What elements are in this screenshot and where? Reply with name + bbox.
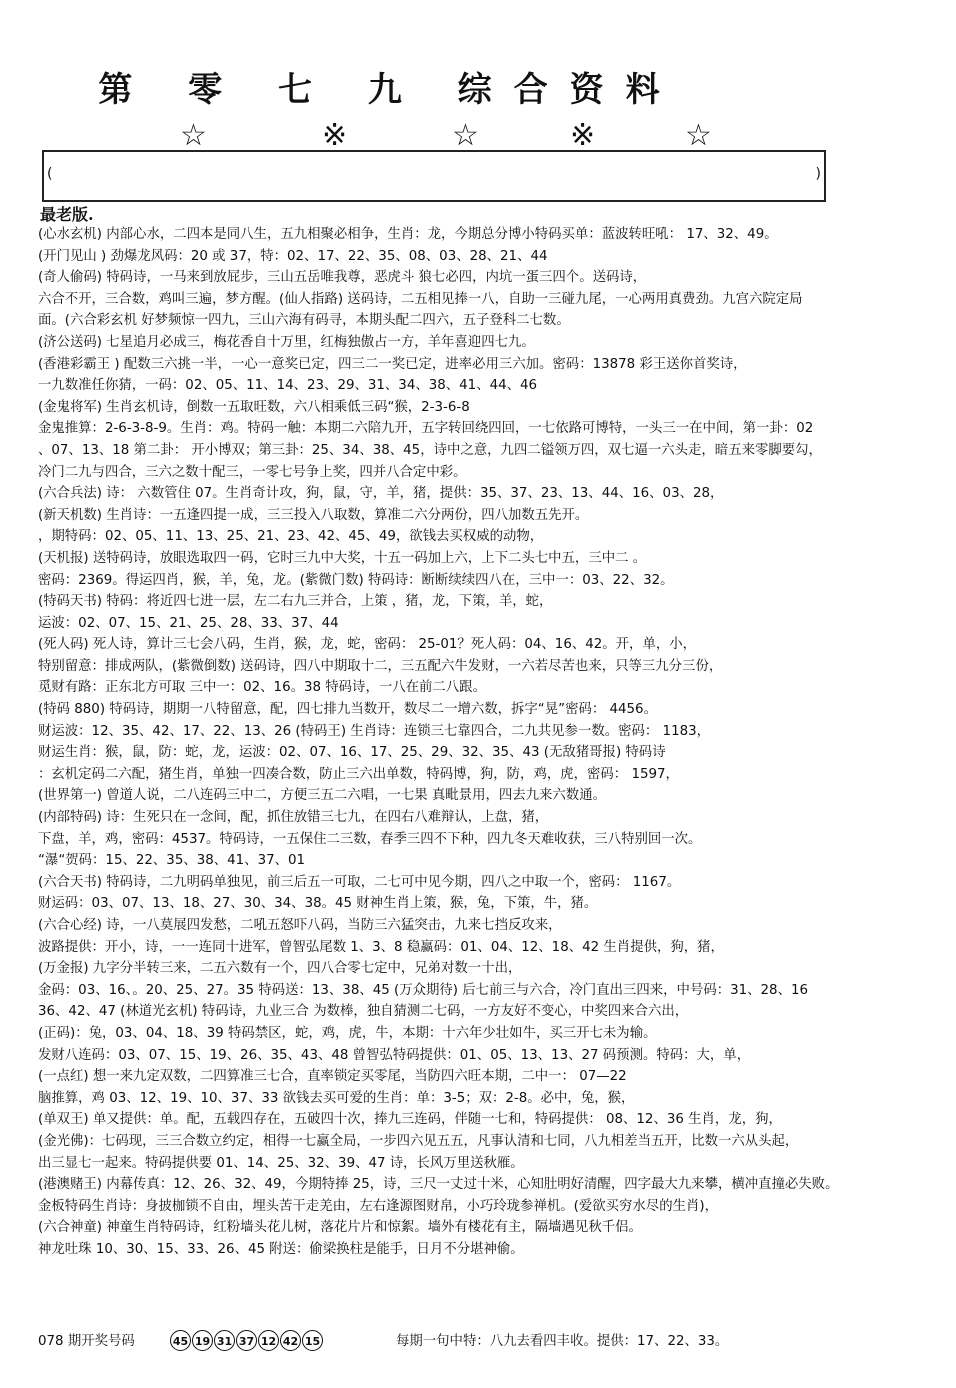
edition-label: 最老版. — [40, 205, 94, 224]
footer — [38, 1330, 918, 1354]
text-line: (香港彩霸王 ) 配数三六挑一半，一心一意奖已定，四三二一奖已定，进率必用三六加。密码：13878 彩王送你首奖诗， — [38, 356, 747, 372]
text-line: (六合天书) 特码诗，二九明码单独见，前三后五一可取，二七可中见今期，四八之中取一个，密码： 1167。 — [38, 874, 681, 890]
text-line: 金鬼推算：2-6-3-8-9。生肖：鸡。特码一触：本期二六陪九开，五字转回绕四回，一七依路可博特，一头三一在中间，第一卦：02 — [38, 421, 814, 437]
text-line: 36、42、47 (林道光玄机) 特码诗，九业三合 为数棒，独自猜测二七码，一方友好不变心，中奖四来合六出， — [38, 1004, 689, 1020]
number-ball: 45 — [170, 1330, 191, 1351]
text-line: 六合不开，三合数，鸡叫三遍，梦方醒。(仙人指路) 送码诗，二五相见捧一八，自助一三碰九尾，一心两用真费劲。九宫六院定局 — [38, 291, 803, 307]
text-line: (济公送码) 七星追月必成三，梅花香自十万里，红梅独傲占一方，羊年喜迎四七九。 — [38, 334, 535, 350]
text-line: (新天机数) 生肖诗：一五逢四提一成，三三投入八取数，算准二六分两份，四八加数五先开。 — [38, 507, 589, 523]
text-line: (死人码) 死人诗，算计三七会八码，生肖，猴，龙，蛇，密码： 25-01？死人码：04、16、42。开，单，小， — [38, 637, 697, 653]
number-ball: 31 — [214, 1330, 235, 1351]
text-line: (六合心经) 诗，一八莫展四发愁，二吼五怒吓八码，当防三六猛突击，九来七挡反攻来， — [38, 918, 562, 933]
text-line: (世界第一) 曾道人说，二八连码三中二，方便三五二六唱，一七果 真毗景用，四去九来六数通。 — [38, 788, 606, 804]
star-icon: ☆ — [685, 118, 712, 153]
weekly-tip: 每期一句中特：八九去看四丰收。提供：17、22、33。 — [396, 1334, 729, 1349]
text-line: (特码 880) 特码诗，期期一八特留意，配，四七排九当数开，数尽二一增六数，拆字“晃”密码： 4456。 — [38, 702, 657, 718]
text-line: (港澳赌王) 内幕传真：12、26、32、49，今期特捧 25，诗，三尺一丈过十米，心知肚明好清醒，四字最大九来攀，横冲直撞必失败。 — [38, 1177, 839, 1193]
number-ball: 42 — [280, 1330, 301, 1351]
text-line: 波路提供：开小，诗，一一连同十进军，曾智弘尾数 1、3、8 稳赢码：01、04、12、18、42 生肖提供，狗，猪， — [38, 939, 724, 955]
text-line: 发财八连码：03、07、15、19、26、35、43、48 曾智弘特码提供：01、05、13、13、27 码预测。特码：大，单， — [38, 1047, 751, 1063]
text-line: 财运波：12、35、42、17、22、13、26 (特码王) 生肖诗：连锁三七靠四合，二九共见参一数。密码： 1183， — [38, 723, 711, 739]
text-line: ，期特码：02、05、11、13、25、21、23、42、45、49，欲钱去买权威的动物， — [38, 529, 544, 545]
number-ball: 37 — [236, 1330, 257, 1351]
banner-close-mark: ) — [815, 166, 821, 182]
text-line: (天机报) 送特码诗，放眼选取四一码，它时三九中大奖，十五一码加上六，上下二头七中五，三中二 。 — [38, 550, 647, 566]
text-line: (奇人偷码) 特码诗，一马来到放屁步，三山五岳唯我尊，恶虎斗 狼七必四，内坑一蛋三四个。送码诗， — [38, 270, 647, 286]
text-line: 财运码：03、07、13、18、27、30、34、38。45 财神生肖上策，猴，兔，下策，牛，猪。 — [38, 896, 598, 912]
draw-label: 078 期开奖号码 — [38, 1334, 135, 1349]
text-line: 冷门二九与四合，三六之数十配三，一零七号争上奖，四并八合定中彩。 — [38, 464, 467, 480]
reference-mark-icon: ※ — [570, 118, 596, 153]
text-line: 一九数准任你猜，一码：02、05、11、14、23、29、31、34、38、41、44、46 — [38, 378, 538, 394]
text-line: ：玄机定码二六配，猪生肖，单独一四凑合数，防止三六出单数，特码博，狗，防，鸡，虎，密码： 1597， — [38, 766, 679, 782]
star-icon: ☆ — [452, 118, 479, 153]
text-line: (六合兵法) 诗： 六数管住 07。生肖奇计攻，狗，鼠，守，羊，猪，提供：35、37、23、13、44、16、03、28， — [38, 486, 724, 502]
text-line: 下盘，羊，鸡，密码：4537。特码诗，一五保住二三数，春季三四不下种，四九冬天难收获，三八特别回一次。 — [38, 831, 702, 847]
text-line: 觅财有路：正东北方可取 三中一：02、16。38 特码诗，一八在前二八跟。 — [38, 680, 486, 696]
banner-box — [42, 150, 826, 202]
text-line: (金光佛)：七码现，三三合数立约定，相得一七赢全局，一步四六见五五，凡事认清和七同，八九相差当五开，比数一六从头起， — [38, 1133, 799, 1149]
article-body — [38, 224, 928, 1261]
text-line: 密码：2369。得运四肖，猴，羊，兔，龙。(紫微门数) 特码诗：断断续续四八在，三中一：03、22、32。 — [38, 572, 674, 588]
text-line: 运波：02、07、15、21、25、28、33、37、44 — [38, 615, 339, 631]
page-title: 第 零 七 九 综合资料 — [98, 70, 682, 110]
text-line: (心水玄机) 内部心水，二四本是同八生，五九相聚必相争，生肖：龙，今期总分博小特码买单：蓝波转旺吼： 17、32、49。 — [38, 227, 778, 242]
star-icon: ☆ — [180, 118, 207, 153]
text-line: 特别留意：排成两队，(紫微倒数) 送码诗，四八中期取十二，三五配六牛发财，一六若尽苦也来，只等三九分三份， — [38, 658, 723, 674]
text-line: 面。(六合彩玄机 好梦频惊一四九，三山六海有码寻，本期头配二四六，五子登科二七数。 — [38, 313, 570, 329]
banner-open-mark: ( — [47, 166, 53, 182]
text-line: 财运生肖：猴，鼠，防：蛇，龙，运波：02、07、16、17、25、29、32、35、43 (无敌猪哥报) 特码诗 — [38, 745, 666, 761]
text-line: (正码)：兔，03、04、18、39 特码禁区，蛇，鸡，虎，牛，本期：十六年少壮如牛，买三开七未为输。 — [38, 1025, 657, 1041]
number-ball: 12 — [258, 1330, 279, 1351]
text-line: (开门见山 ) 劲爆龙风码：20 或 37，特：02、17、22、35、08、03、28、21、44 — [38, 248, 548, 264]
text-line: “瀑“贺码：15、22、35、38、41、37、01 — [38, 853, 306, 869]
text-line: 金码：03、16、。20、25、27。35 特码送：13、38、45 (万众期待) 后七前三与六合，冷门直出三四来，中号码：31、28、16 — [38, 982, 808, 998]
number-ball: 15 — [302, 1330, 323, 1351]
text-line: 金板特码生肖诗：身披枷锁不自由，埋头苦干走羌由，左右逢源图财帛，小巧玲珑参禅机。(爱欲买穷水尽的生肖)， — [38, 1198, 718, 1214]
text-line: (特码天书) 特码：将近四七进一层，左二右九三并合，上策 ，猪，龙，下策，羊，蛇， — [38, 594, 553, 610]
number-ball: 19 — [192, 1330, 213, 1351]
text-line: (六合神童) 神童生肖特码诗，红粉墙头花儿树，落花片片和惊絮。墙外有楼花有主，隔墙遇见秋千侣。 — [38, 1220, 642, 1236]
text-line: 神龙吐珠 10、30、15、33、26、45 附送：偷梁换柱是能手，日月不分堪神偷。 — [38, 1241, 524, 1257]
text-line: 出三显七一起来。特码提供要 01、14、25、32、39、47 诗，长风万里送秋雁。 — [38, 1155, 524, 1171]
text-line: 脑推算，鸡 03、12、19、10、37、33 欲钱去买可爱的生肖：单：3-5；双：2-8。必中，兔，猴， — [38, 1090, 635, 1106]
text-line: (一点红) 想一来九定双数，二四算准三七合，直率锁定买零尾，当防四六旺本期，二中一： 07—22 — [38, 1069, 627, 1085]
reference-mark-icon: ※ — [322, 118, 348, 153]
text-line: (金鬼将军) 生肖玄机诗，倒数一五取旺数，六八相乘低三码“猴，2-3-6-8 — [38, 399, 470, 415]
text-line: (单双王) 单又提供：单。配，五载四存在，五破四十次，捧九三连码，伴随一七和，特码提供： 08、12、36 生肖，龙，狗， — [38, 1112, 782, 1128]
text-line: (万金报) 九字分半转三来，二五六数有一个，四八合零七定中，兄弟对数一十出， — [38, 961, 522, 977]
draw-numbers — [170, 1330, 323, 1351]
text-line: 、07、13、18 第二卦： 开小博双；第三卦：25、34、38、45，诗中之意，九四二镒领万四，双七逼一六头走，暗五来零脚要勾， — [38, 442, 822, 458]
text-line: (内部特码) 诗：生死只在一念间，配，抓住放错三七九，在四右八难辩认，上盘，猪， — [38, 810, 549, 826]
